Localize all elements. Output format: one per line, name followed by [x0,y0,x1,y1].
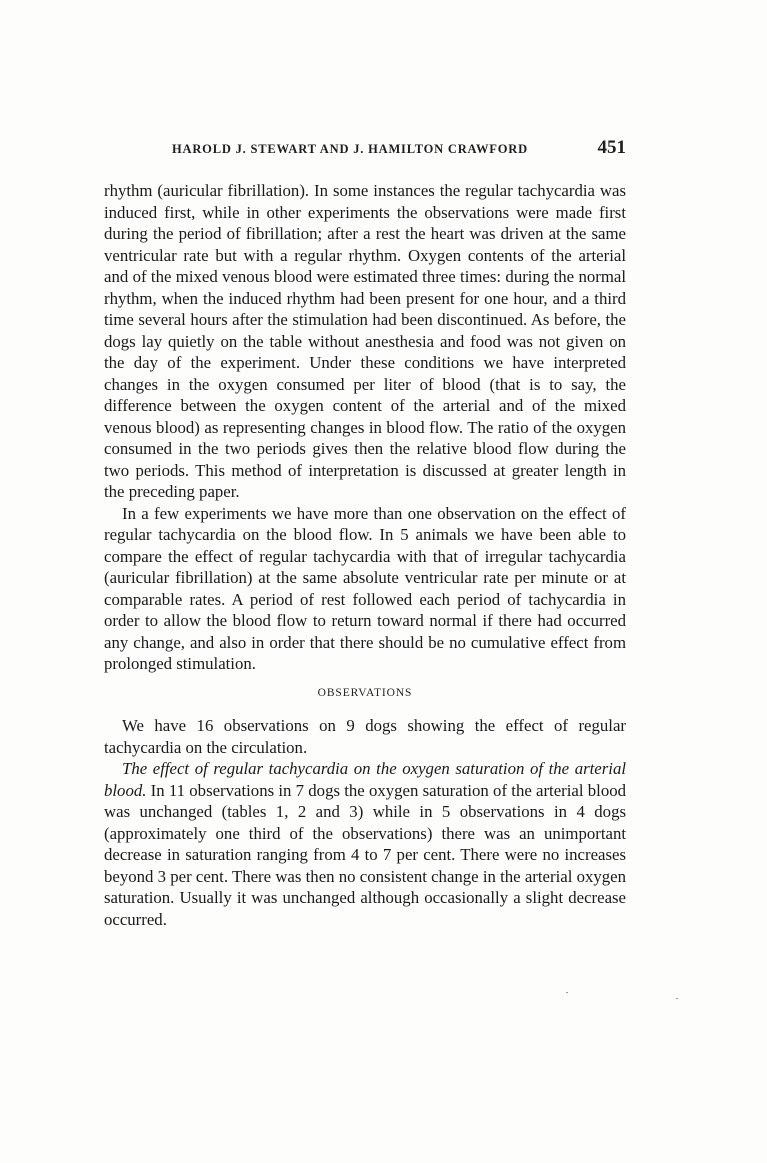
paragraph-observations-count: We have 16 observations on 9 dogs showing the effect of regular tachycardia on the circulation. [104,716,626,757]
paragraph-oxygen-saturation-text: In 11 observations in 7 dogs the oxygen saturation of the arterial blood was unchanged (tables 1, 2 and 3) while in 5 observations in 4 dogs (approximately one third of the observations) there was an unimportant decrease in saturation ranging from 4 to 7 per cent. There were no increases beyond 3 per cent. There was then no consistent change in the arterial oxygen saturation. Usually it was unchanged although occasionally a slight decrease occurred. [104,780,626,929]
paragraph-oxygen-saturation [104,758,626,930]
page-number: 451 [597,137,626,158]
scan-speck [676,998,678,999]
paragraph-experiments: In a few experiments we have more than one observation on the effect of regular tachycardia on the blood flow. In 5 animals we have been able to compare the effect of regular tachycardia with that of irregular tachycardia (auricular fibrillation) at the same absolute ventricular rate per minute or at comparable rates. A period of rest followed each period of tachycardia in order to allow the blood flow to return toward normal if there had occurred any change, and also in order that there should be no cumulative effect from prolonged stimulation. [104,503,626,673]
paragraph-continued: rhythm (auricular fibrillation). In some instances the regular tachycardia was induced first, while in other experiments the observations were made first during the period of fibrillation; after a rest the heart was driven at the same ventricular rate but with a regular rhythm. Oxygen contents of the arterial and of the mixed venous blood were estimated three times: during the normal rhythm, when the induced rhythm had been present for one hour, and a third time several hours after the stimulation had been discontinued. As before, the dogs lay quietly on the table without anesthesia and food was not given on the day of the experiment. Under these conditions we have interpreted changes in the oxygen consumed per liter of blood (that is to say, the difference between the oxygen content of the arterial and of the mixed venous blood) as representing changes in blood flow. The ratio of the oxygen consumed in the two periods gives then the relative blood flow during the two periods. This method of interpretation is discussed at greater length in the preceding paper. [104,181,626,501]
paragraph-italic-lead: The effect of regular tachycardia on the oxygen saturation of the arterial blood. [104,759,626,800]
body-text [104,180,626,930]
running-head: HAROLD J. STEWART AND J. HAMILTON CRAWFORD [172,142,528,156]
page-header [116,137,626,163]
scan-speck [566,992,568,993]
section-heading-observations: OBSERVATIONS [317,686,413,699]
